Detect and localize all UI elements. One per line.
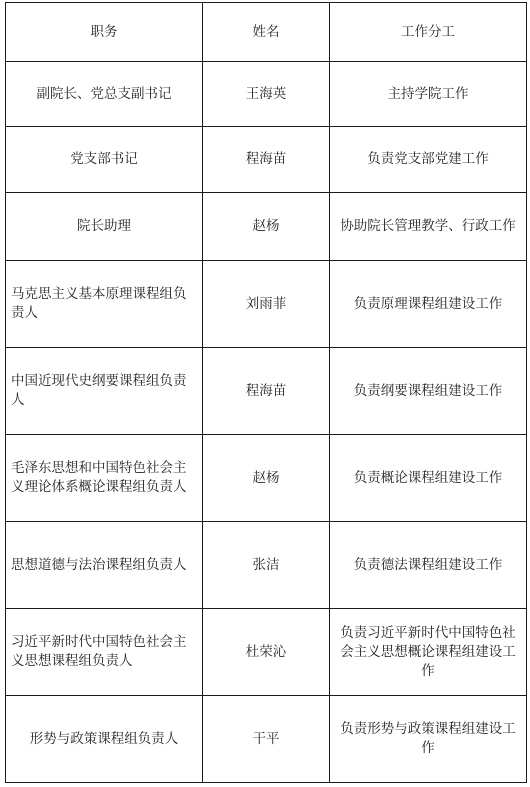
role-cell: 马克思主义基本原理课程组负责人 (6, 261, 203, 348)
name-cell: 程海苗 (203, 348, 330, 435)
table-row (6, 696, 527, 783)
role-cell: 习近平新时代中国特色社会主义思想课程组负责人 (6, 609, 203, 696)
name-cell: 赵杨 (203, 435, 330, 522)
name-cell: 赵杨 (203, 193, 330, 261)
header-duty: 工作分工 (330, 3, 527, 62)
table-row (6, 522, 527, 609)
table-row (6, 62, 527, 127)
name-cell: 程海苗 (203, 127, 330, 193)
table-row (6, 261, 527, 348)
duty-cell: 负责党支部党建工作 (330, 127, 527, 193)
name-cell: 杜荣沁 (203, 609, 330, 696)
header-name: 姓名 (203, 3, 330, 62)
duty-cell: 负责形势与政策课程组建设工作 (330, 696, 527, 783)
table-header-row (6, 3, 527, 62)
duty-cell: 主持学院工作 (330, 62, 527, 127)
name-cell: 张洁 (203, 522, 330, 609)
duty-cell: 协助院长管理教学、行政工作 (330, 193, 527, 261)
name-cell: 刘雨菲 (203, 261, 330, 348)
duty-cell: 负责纲要课程组建设工作 (330, 348, 527, 435)
duty-cell: 负责习近平新时代中国特色社会主义思想概论课程组建设工作 (330, 609, 527, 696)
role-cell: 毛泽东思想和中国特色社会主义理论体系概论课程组负责人 (6, 435, 203, 522)
duty-assignment-table (5, 2, 527, 783)
table-row (6, 348, 527, 435)
role-cell: 党支部书记 (6, 127, 203, 193)
duty-cell: 负责德法课程组建设工作 (330, 522, 527, 609)
name-cell: 王海英 (203, 62, 330, 127)
name-cell: 干平 (203, 696, 330, 783)
duty-cell: 负责原理课程组建设工作 (330, 261, 527, 348)
role-cell: 思想道德与法治课程组负责人 (6, 522, 203, 609)
role-cell: 中国近现代史纲要课程组负责人 (6, 348, 203, 435)
table-row (6, 609, 527, 696)
table-row (6, 127, 527, 193)
table-row (6, 193, 527, 261)
header-role: 职务 (6, 3, 203, 62)
role-cell: 副院长、党总支副书记 (6, 62, 203, 127)
table-row (6, 435, 527, 522)
role-cell: 院长助理 (6, 193, 203, 261)
duty-cell: 负责概论课程组建设工作 (330, 435, 527, 522)
role-cell: 形势与政策课程组负责人 (6, 696, 203, 783)
